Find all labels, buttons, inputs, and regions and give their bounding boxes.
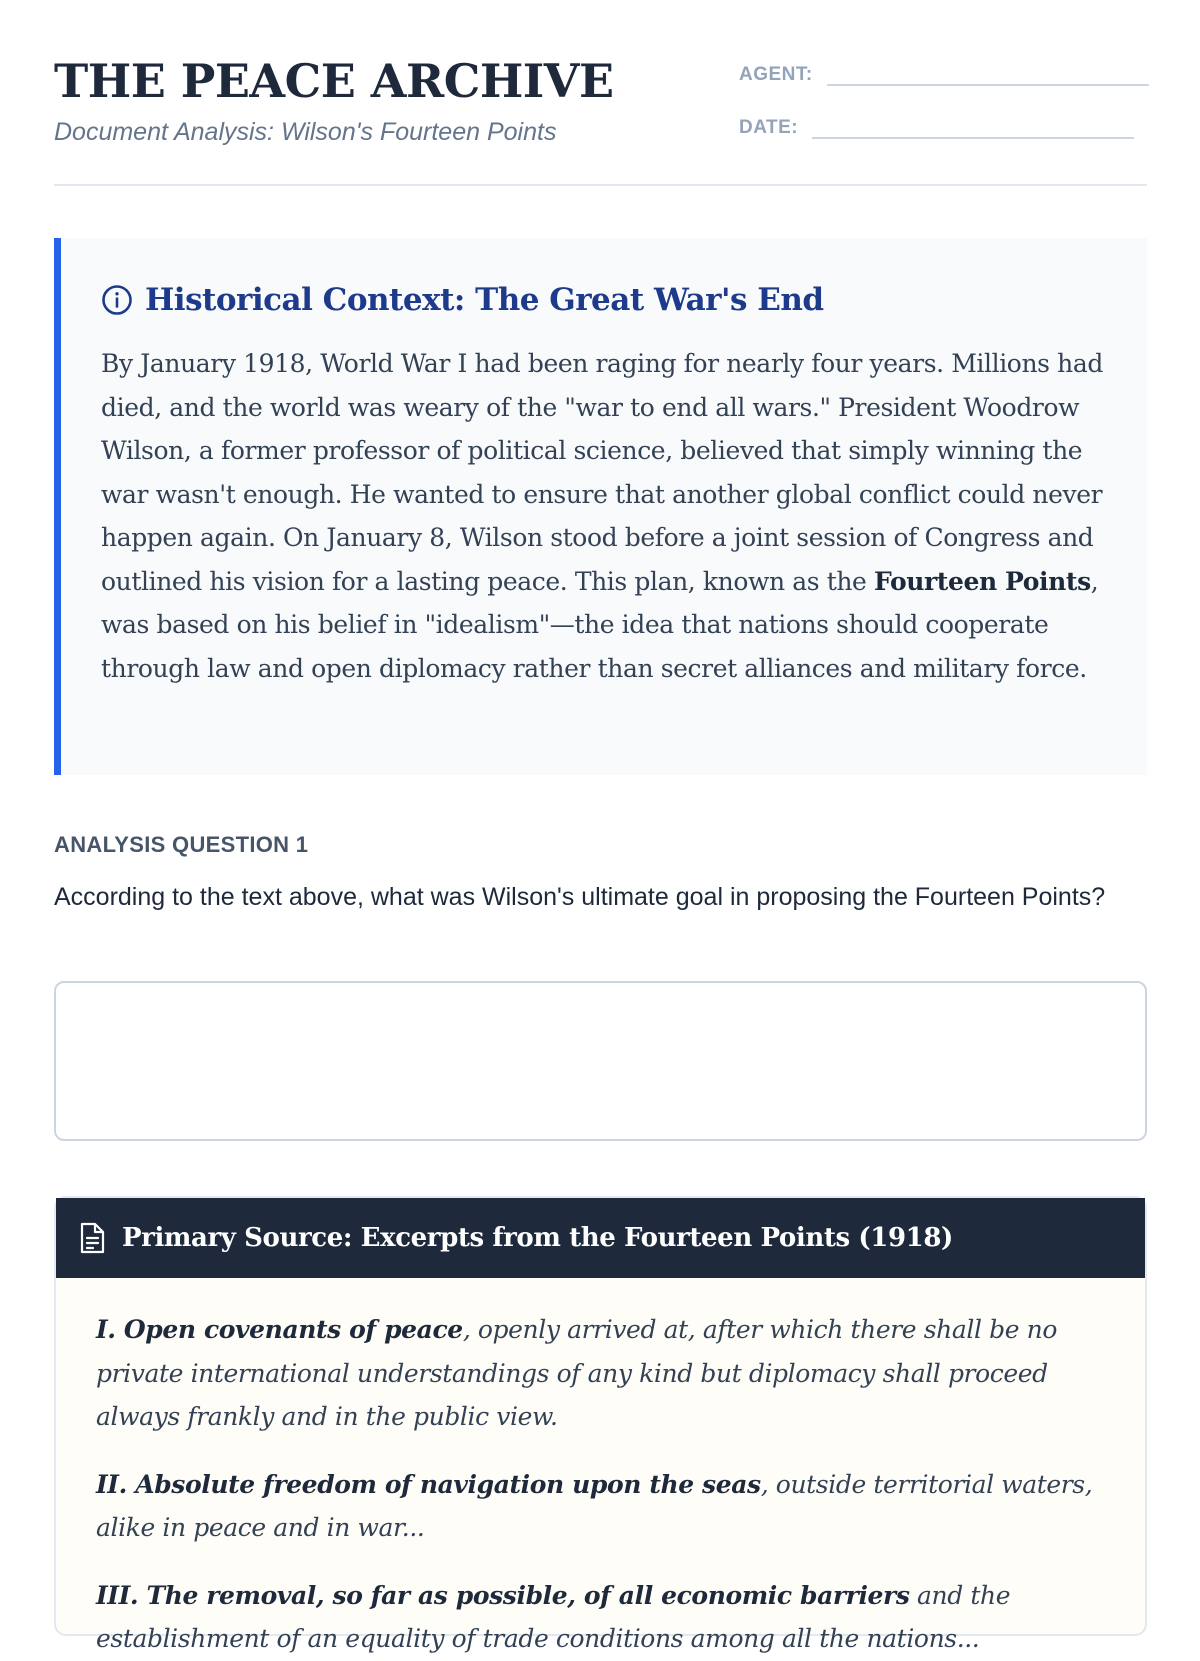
agent-field [739, 62, 1149, 86]
date-field [739, 115, 1134, 139]
context-title: Historical Context: The Great War's End [145, 282, 824, 318]
context-heading [101, 282, 824, 318]
primary-source-card [54, 1196, 1147, 1653]
point-text: , outside territorial waters, alike in peace and in war... [96, 1469, 1093, 1542]
source-point [96, 1463, 1105, 1550]
context-text-part: By January 1918, World War I had been raging for nearly four years. Millions had died, and the world was weary of the "war to end all wars." President Woodrow Wilson, a former professor of political science, believed that simply winning the war wasn't enough. He wanted to ensure that another global conflict could never happen again. On January 8, Wilson stood before a joint session of Congress and outlined his vision for a lasting peace. This plan, known as the [101, 349, 1103, 596]
context-text-part: , was based on his belief in "idealism"—the idea that nations should cooperate through law and open diplomacy rather than secret alliances and military force. [101, 566, 1099, 683]
point-heading: I. Open covenants of peace [96, 1315, 463, 1344]
date-input-line[interactable] [812, 115, 1134, 139]
info-icon [101, 284, 133, 316]
source-point [96, 1574, 1105, 1661]
answer-textarea[interactable] [54, 981, 1147, 1141]
source-point [96, 1308, 1105, 1439]
page-subtitle: Document Analysis: Wilson's Fourteen Points [54, 118, 557, 146]
point-text: and the establishment of an equality of trade conditions among all the nations... [96, 1580, 1011, 1653]
point-text: , openly arrived at, after which there shall be no private international understandings of any kind but diplomacy shall proceed always frankly and in the public view. [96, 1315, 1057, 1431]
agent-label: AGENT: [739, 64, 813, 85]
point-heading: II. Absolute freedom of navigation upon the seas [96, 1469, 761, 1499]
page-title: THE PEACE ARCHIVE [54, 54, 614, 108]
primary-source-header [56, 1198, 1145, 1278]
worksheet-page [54, 0, 1147, 1653]
context-bold-term: Fourteen Points [874, 566, 1091, 596]
context-paragraph [101, 342, 1111, 690]
primary-source-title: Primary Source: Excerpts from the Fourteen Points (1918) [122, 1223, 953, 1253]
historical-context-box [54, 238, 1147, 775]
date-label: DATE: [739, 117, 799, 138]
document-icon [78, 1222, 106, 1254]
agent-input-line[interactable] [827, 62, 1149, 86]
worksheet-header [54, 0, 1147, 186]
question-label: ANALYSIS QUESTION 1 [54, 832, 309, 857]
primary-source-body [56, 1278, 1145, 1661]
point-heading: III. The removal, so far as possible, of all economic barriers [96, 1580, 910, 1610]
question-text: According to the text above, what was Wilson's ultimate goal in proposing the Fourteen Points? [54, 883, 1106, 911]
